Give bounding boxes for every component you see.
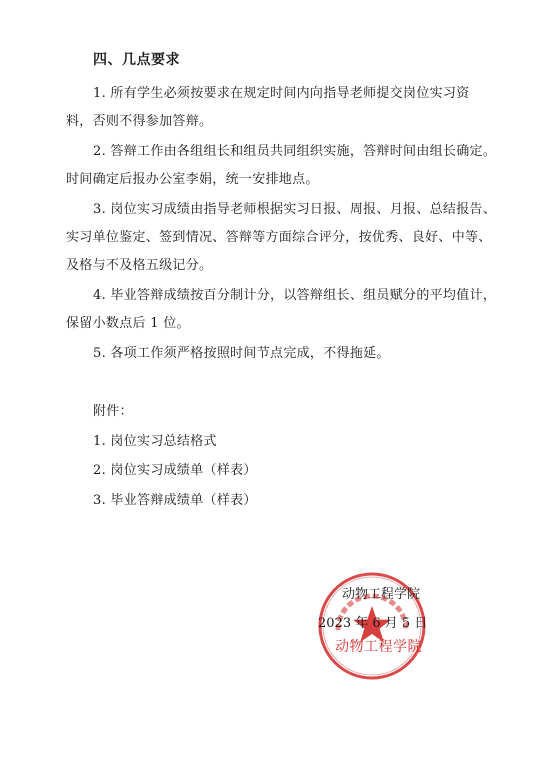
attachment-3: 3. 毕业答辩成绩单（样表） <box>93 493 257 508</box>
section-heading: 四、几点要求 <box>93 52 180 68</box>
requirement-1-line-1: 1. 所有学生必须按要求在规定时间内向指导老师提交岗位实习资 <box>93 86 470 101</box>
requirement-2-line-2: 时间确定后报办公室李娟，统一安排地点。 <box>66 172 319 187</box>
requirement-5-line-1: 5. 各项工作须严格按照时间节点完成，不得拖延。 <box>93 346 390 361</box>
requirement-3-line-1: 3. 岗位实习成绩由指导老师根据实习日报、周报、月报、总结报告、 <box>93 202 497 217</box>
signature-org: 动物工程学院 <box>342 587 421 602</box>
requirement-2-line-1: 2. 答辩工作由各组组长和组员共同组织实施，答辩时间由组长确定。 <box>93 144 497 159</box>
signature-date: 2023 年 6 月 5 日 <box>318 616 428 631</box>
requirement-4-line-1: 4. 毕业答辩成绩按百分制计分，以答辩组长、组员赋分的平均值计， <box>93 288 497 303</box>
attachment-1: 1. 岗位实习总结格式 <box>93 434 217 449</box>
attachment-2: 2. 岗位实习成绩单（样表） <box>93 463 257 478</box>
seal-stamp-label: 动物工程学院 <box>335 639 422 655</box>
attachments-title: 附件： <box>93 404 133 419</box>
requirement-1-line-2: 料，否则不得参加答辩。 <box>66 114 213 129</box>
requirement-3-line-3: 及格与不及格五级记分。 <box>66 258 213 273</box>
requirement-4-line-2: 保留小数点后 1 位。 <box>66 316 190 331</box>
requirement-3-line-2: 实习单位鉴定、签到情况、答辩等方面综合评分，按优秀、良好、中等、 <box>66 230 492 245</box>
